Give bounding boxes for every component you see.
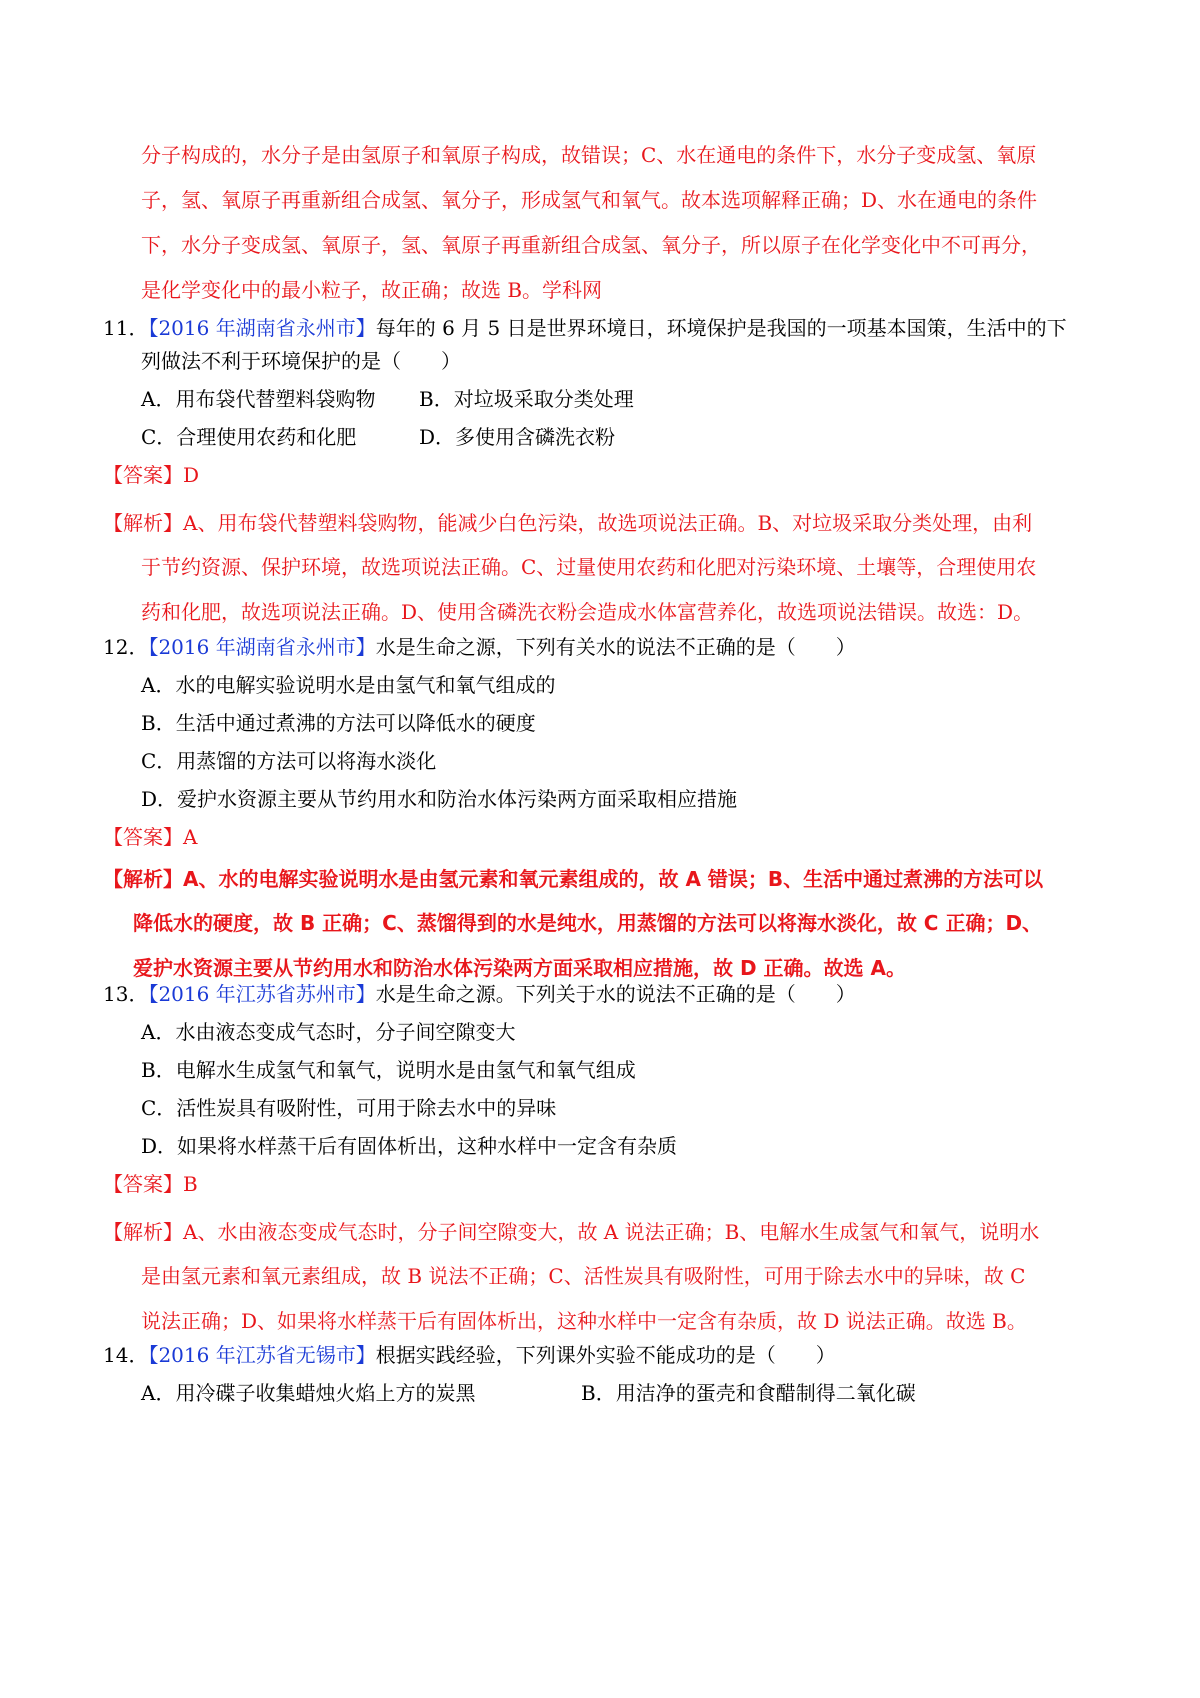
q14-option-b: B．用洁净的蛋壳和食醋制得二氧化碳 bbox=[581, 1381, 916, 1405]
q12-answer: 【答案】A bbox=[103, 825, 198, 849]
q11-explanation-line-3: 药和化肥，故选项说法正确。D、使用含磷洗衣粉会造成水体富营养化，故选项说法错误。故选：D。 bbox=[141, 600, 1034, 624]
q13-answer: 【答案】B bbox=[103, 1172, 198, 1196]
q13-option-d: D．如果将水样蒸干后有固体析出，这种水样中一定含有杂质 bbox=[141, 1134, 678, 1158]
q13-stem-text: 水是生命之源。下列关于水的说法不正确的是（ ） bbox=[375, 982, 856, 1006]
q12-explanation-line-2: 降低水的硬度，故 B 正确；C、蒸馏得到的水是纯水，用蒸馏的方法可以将海水淡化，故 C 正确；D、 bbox=[133, 911, 1043, 935]
q13-option-b: B．电解水生成氢气和氧气，说明水是由氢气和氧气组成 bbox=[141, 1058, 636, 1082]
q14-option-a: A．用冷碟子收集蜡烛火焰上方的炭黑 bbox=[141, 1381, 476, 1405]
q14-number: 14． bbox=[103, 1343, 149, 1367]
q12-option-d: D．爱护水资源主要从节约用水和防治水体污染两方面采取相应措施 bbox=[141, 787, 738, 811]
q11-option-d: D．多使用含磷洗衣粉 bbox=[419, 425, 616, 449]
q14-stem-text: 根据实践经验，下列课外实验不能成功的是（ ） bbox=[375, 1343, 836, 1367]
q13-explanation-line-2: 是由氢元素和氧元素组成，故 B 说法不正确；C、活性炭具有吸附性，可用于除去水中的异味，故 C bbox=[141, 1264, 1026, 1288]
q12-option-c: C．用蒸馏的方法可以将海水淡化 bbox=[141, 749, 437, 773]
q11-explanation-line-1: 【解析】A、用布袋代替塑料袋购物，能减少白色污染，故选项说法正确。B、对垃圾采取分类处理，由利 bbox=[103, 511, 1033, 535]
q11-option-a: A．用布袋代替塑料袋购物 bbox=[141, 387, 376, 411]
q11-stem-text: 每年的 6 月 5 日是世界环境日，环境保护是我国的一项基本国策，生活中的下 bbox=[375, 316, 1067, 340]
q13-source: 【2016 年江苏省苏州市】 bbox=[148, 982, 376, 1006]
q12-number: 12． bbox=[103, 635, 149, 659]
q12-stem bbox=[103, 634, 856, 660]
q13-number: 13． bbox=[103, 982, 149, 1006]
q12-explanation-line-3: 爱护水资源主要从节约用水和防治水体污染两方面采取相应措施，故 D 正确。故选 A。 bbox=[133, 956, 906, 980]
q14-source: 【2016 年江苏省无锡市】 bbox=[148, 1343, 376, 1367]
q12-option-a: A．水的电解实验说明水是由氢气和氧气组成的 bbox=[141, 673, 556, 697]
q13-option-c: C．活性炭具有吸附性，可用于除去水中的异味 bbox=[141, 1096, 557, 1120]
q12-explanation-line-1: 【解析】A、水的电解实验说明水是由氢元素和氧元素组成的，故 A 错误；B、生活中通过煮沸的方法可以 bbox=[103, 867, 1044, 891]
prev-explanation-line-3: 下，水分子变成氢、氧原子，氢、氧原子再重新组合成氢、氧分子，所以原子在化学变化中不可再分， bbox=[141, 233, 1041, 257]
q13-stem bbox=[103, 981, 856, 1007]
q12-stem-text: 水是生命之源，下列有关水的说法不正确的是（ ） bbox=[375, 635, 856, 659]
q11-option-b: B．对垃圾采取分类处理 bbox=[419, 387, 634, 411]
prev-explanation-line-2: 子，氢、氧原子再重新组合成氢、氧分子，形成氢气和氧气。故本选项解释正确；D、水在通电的条件 bbox=[141, 188, 1038, 212]
q11-answer: 【答案】D bbox=[103, 463, 200, 487]
q11-stem-line-1 bbox=[103, 315, 1067, 341]
prev-explanation-line-1: 分子构成的，水分子是由氢原子和氧原子构成，故错误；C、水在通电的条件下，水分子变成氢、氧原 bbox=[141, 143, 1037, 167]
q11-stem-line-2: 列做法不利于环境保护的是（ ） bbox=[141, 349, 461, 373]
q11-number: 11． bbox=[103, 316, 149, 340]
q13-explanation-line-1: 【解析】A、水由液态变成气态时，分子间空隙变大，故 A 说法正确；B、电解水生成氢气和氧气，说明水 bbox=[103, 1220, 1040, 1244]
q13-explanation-line-3: 说法正确；D、如果将水样蒸干后有固体析出，这种水样中一定含有杂质，故 D 说法正确。故选 B。 bbox=[141, 1309, 1027, 1333]
prev-explanation-line-4: 是化学变化中的最小粒子，故正确；故选 B。学科网 bbox=[141, 278, 603, 302]
q11-explanation-line-2: 于节约资源、保护环境，故选项说法正确。C、过量使用农药和化肥对污染环境、土壤等，合理使用农 bbox=[141, 555, 1037, 579]
q12-source: 【2016 年湖南省永州市】 bbox=[148, 635, 376, 659]
q14-stem bbox=[103, 1342, 836, 1368]
q13-option-a: A．水由液态变成气态时，分子间空隙变大 bbox=[141, 1020, 516, 1044]
q12-option-b: B．生活中通过煮沸的方法可以降低水的硬度 bbox=[141, 711, 536, 735]
q11-source: 【2016 年湖南省永州市】 bbox=[148, 316, 376, 340]
q11-option-c: C．合理使用农药和化肥 bbox=[141, 425, 357, 449]
